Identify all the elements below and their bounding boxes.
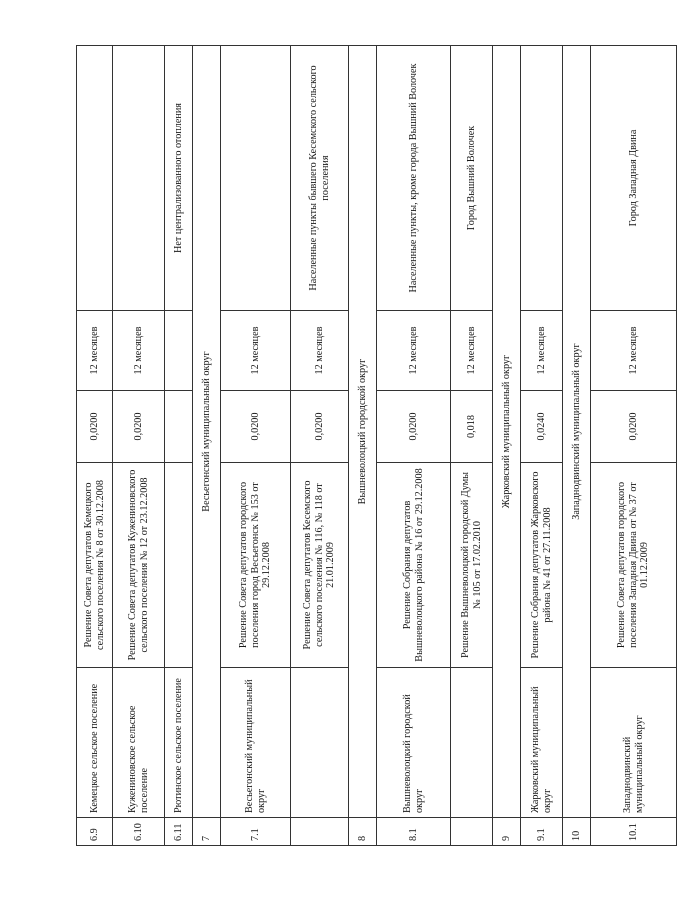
territory-cell: Город Вышний Волочек <box>451 46 493 311</box>
territory-cell: Нет централизованного отопления <box>165 46 193 311</box>
municipality-cell: Весьегонский муниципальный округ <box>221 668 291 818</box>
municipality-cell: Рютинское сельское поселение <box>165 668 193 818</box>
territory-cell <box>521 46 563 311</box>
period-cell: 12 месяцев <box>291 311 349 391</box>
row-number-cell: 6.11 <box>165 818 193 846</box>
section-title-cell: Западнодвинский муниципальный округ <box>563 46 591 818</box>
territory-cell: Населенные пункты, кроме города Вышний Волочек <box>377 46 451 311</box>
row-number-cell: 6.9 <box>77 818 113 846</box>
row-number-cell: 8.1 <box>377 818 451 846</box>
period-cell: 12 месяцев <box>591 311 677 391</box>
document-cell: Решение Совета депутатов городского поселения город Весьегонск № 153 от 29.12.2008 <box>221 463 291 668</box>
rate-cell <box>165 391 193 463</box>
section-row <box>349 46 377 846</box>
document-cell: Решение Совета депутатов городского поселения Западная Двина от № 37 от 01.12.2009 <box>591 463 677 668</box>
rate-cell: 0,0200 <box>221 391 291 463</box>
territory-cell <box>77 46 113 311</box>
period-cell: 12 месяцев <box>77 311 113 391</box>
municipality-cell: Кемецкое сельское поселение <box>77 668 113 818</box>
municipality-cell: Вышневолоцкий городской округ <box>377 668 451 818</box>
row-number-cell <box>291 818 349 846</box>
rate-cell: 0,018 <box>451 391 493 463</box>
document-cell: Решение Совета депутатов Кесемского сельского поселения № 116, № 118 от 21.01.2009 <box>291 463 349 668</box>
period-cell: 12 месяцев <box>521 311 563 391</box>
row-number-cell: 6.10 <box>113 818 165 846</box>
row-number-cell: 7.1 <box>221 818 291 846</box>
municipality-cell: Западнодвинский муниципальный округ <box>591 668 677 818</box>
table-row <box>521 46 563 846</box>
document-cell: Решение Собрания депутатов Жарковского района № 41 от 27.11.2008 <box>521 463 563 668</box>
document-cell <box>165 463 193 668</box>
section-row <box>193 46 221 846</box>
period-cell: 12 месяцев <box>377 311 451 391</box>
rate-cell: 0,0200 <box>113 391 165 463</box>
period-cell <box>165 311 193 391</box>
row-number-cell: 10.1 <box>591 818 677 846</box>
tariff-table <box>76 45 677 846</box>
section-title-cell: Вышневолоцкий городской округ <box>349 46 377 818</box>
row-number-cell: 8 <box>349 818 377 846</box>
period-cell: 12 месяцев <box>451 311 493 391</box>
row-number-cell: 10 <box>563 818 591 846</box>
row-number-cell: 9 <box>493 818 521 846</box>
row-number-cell: 7 <box>193 818 221 846</box>
territory-cell <box>221 46 291 311</box>
section-row <box>493 46 521 846</box>
municipality-cell <box>451 668 493 818</box>
table-body <box>77 46 677 846</box>
row-number-cell <box>451 818 493 846</box>
period-cell: 12 месяцев <box>113 311 165 391</box>
rate-cell: 0,0200 <box>291 391 349 463</box>
document-cell: Решение Собрания депутатов Вышневолоцкого района № 16 от 29.12.2008 <box>377 463 451 668</box>
period-cell: 12 месяцев <box>221 311 291 391</box>
rate-cell: 0,0200 <box>377 391 451 463</box>
section-title-cell: Жарковский муниципальный округ <box>493 46 521 818</box>
municipality-cell: Кужениновское сельское поселение <box>113 668 165 818</box>
table-row <box>377 46 451 846</box>
rate-cell: 0,0200 <box>591 391 677 463</box>
document-cell: Решение Совета депутатов Кемецкого сельского поселения № 8 от 30.12.2008 <box>77 463 113 668</box>
rate-cell: 0,0200 <box>77 391 113 463</box>
table-row <box>451 46 493 846</box>
rotated-content <box>76 46 651 846</box>
row-number-cell: 9.1 <box>521 818 563 846</box>
municipality-cell: Жарковский муниципальный округ <box>521 668 563 818</box>
territory-cell: Город Западная Двина <box>591 46 677 311</box>
document-cell: Решение Совета депутатов Кужениновского сельского поселения № 12 от 23.12.2008 <box>113 463 165 668</box>
municipality-cell <box>291 668 349 818</box>
territory-cell <box>113 46 165 311</box>
table-row <box>291 46 349 846</box>
table-row <box>591 46 677 846</box>
table-row <box>221 46 291 846</box>
table-row <box>165 46 193 846</box>
table-row <box>77 46 113 846</box>
document-cell: Решение Вышневолоцкой городской Думы № 105 от 17.02.2010 <box>451 463 493 668</box>
rate-cell: 0,0240 <box>521 391 563 463</box>
section-title-cell: Весьегонский муниципальный округ <box>193 46 221 818</box>
section-row <box>563 46 591 846</box>
table-row <box>113 46 165 846</box>
territory-cell: Населенные пункты бывшего Кесемского сельского поселения <box>291 46 349 311</box>
